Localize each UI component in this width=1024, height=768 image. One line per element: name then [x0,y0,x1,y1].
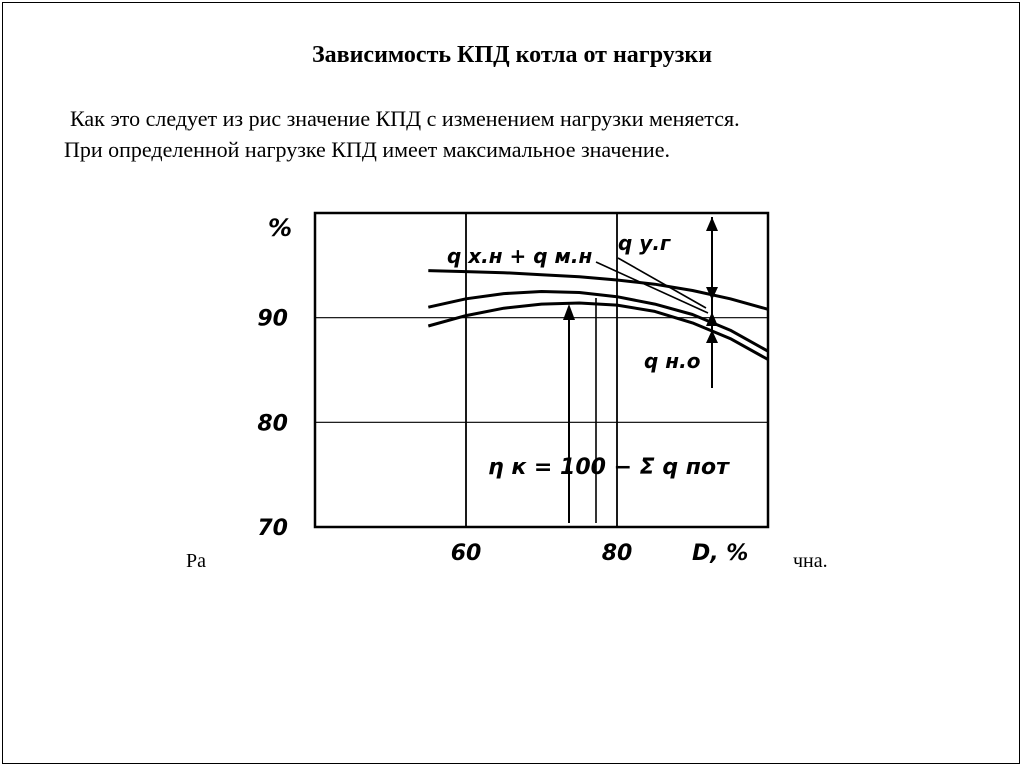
series-line-3 [428,303,768,360]
y-tick-label-2: 90 [257,306,288,332]
annotation-lower-label: q н.о [644,349,701,373]
x-axis-label: D, % [692,541,749,566]
formula-pointer-arrowhead [563,304,575,320]
paragraph-line-1: Как это следует из рис значение КПД с изменением нагрузки меняется. [70,106,740,131]
slide-title: Зависимость КПД котла от нагрузки [311,42,713,68]
annotation-arrowhead-mid-down [706,312,718,326]
annotation-upper-label: q x.н + q м.н [447,244,593,268]
y-tick-label-0: 70 [257,516,288,541]
annotation-arrowhead-top [706,217,718,231]
caption-fragment-right: чна. [793,550,828,572]
chart-series [428,271,768,360]
x-tick-label-0: 60 [450,541,482,566]
y-tick-label-1: 80 [257,411,288,437]
annotation-formula: η к = 100 − Σ q пот [488,455,729,480]
y-axis-label: % [268,214,293,242]
x-tick-label-1: 80 [601,541,633,566]
paragraph-line-2: При определенной нагрузке КПД имеет максимальное значение. [64,137,670,162]
caption-fragment-left: Ра [186,550,206,572]
annotation-right-label: q у.г [618,231,671,255]
